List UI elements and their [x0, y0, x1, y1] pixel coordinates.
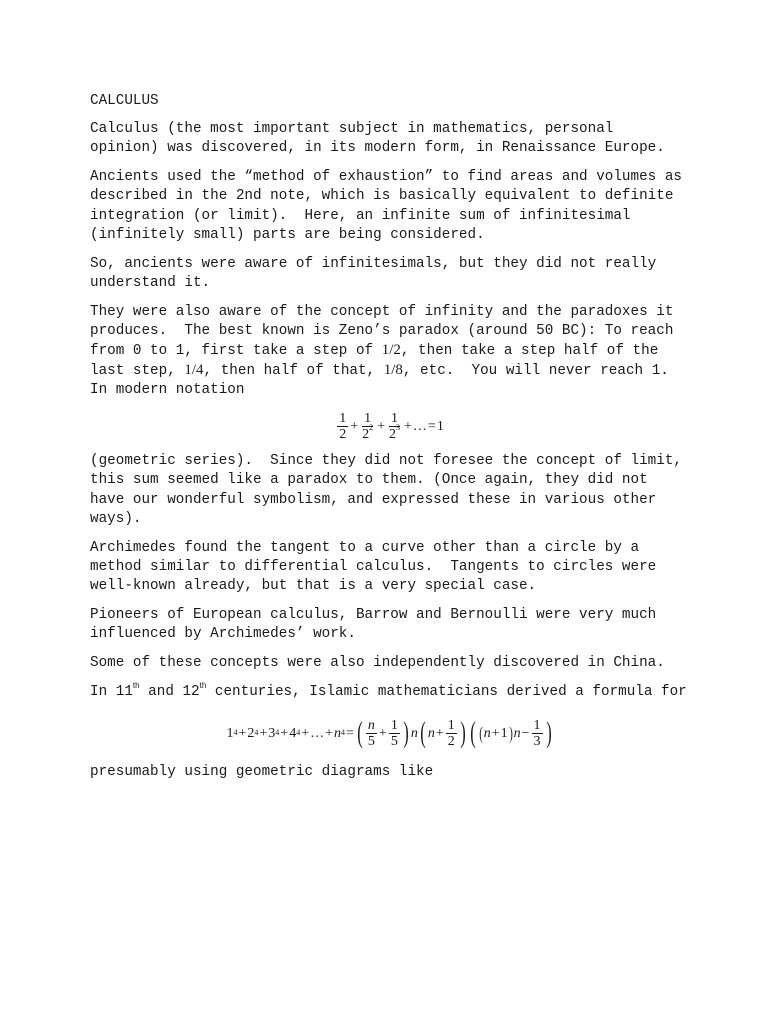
eq2-one: 1	[500, 725, 508, 741]
eq2-frac-half-num: 1	[447, 717, 455, 733]
fraction-eighth: 1/8	[383, 362, 403, 379]
eq1-plus: +	[350, 418, 359, 434]
eq2-plus: +	[435, 725, 444, 741]
eq2-plus: +	[378, 725, 387, 741]
eq2-minus: −	[521, 725, 530, 741]
eq1-ellipsis: …	[412, 418, 427, 434]
fraction-half: 1/2	[381, 342, 401, 359]
eq1-frac-2-den	[360, 422, 375, 442]
eq2-plus: +	[491, 725, 500, 741]
eq1-frac-2-num: 1	[364, 410, 372, 426]
document-page	[90, 92, 690, 792]
paragraph-exhaustion: Ancients used the “method of exhaustion” to find areas and volumes as described in the 2nd note, which is basically equivalent to definite integration (or limit). Here, an infinite sum of infinitesimal (infinitely small) parts are being considered.	[90, 169, 691, 243]
eq2-rparen-1: )	[403, 716, 409, 750]
islamic-text-a: In 11	[90, 683, 133, 700]
eq1-frac-3-exp: 3	[396, 422, 400, 432]
paragraph-intro: Calculus (the most important subject in mathematics, personal opinion) was discovered, in its modern form, in Renaissance Europe.	[90, 121, 665, 157]
eq2-frac-third-num: 1	[533, 717, 541, 733]
eq2-frac-1-over-3	[532, 718, 543, 749]
eq2-frac-1-num: 1	[390, 717, 398, 733]
eq2-lparen-2: (	[420, 716, 426, 750]
eq2-term-2: 2	[247, 725, 255, 741]
eq2-frac-1-over-5	[389, 718, 400, 749]
eq1-frac-2	[360, 411, 375, 442]
superscript-th-1: th	[132, 680, 140, 690]
paragraph-zeno	[90, 303, 690, 401]
eq2-frac-1-over-2	[446, 718, 457, 749]
eq2-n-factor: n	[410, 725, 418, 741]
geometric-series-equation	[90, 408, 690, 444]
eq2-rparen-2: )	[459, 716, 466, 750]
eq2-plus: +	[238, 725, 247, 741]
eq1-frac-3	[387, 411, 402, 442]
eq2-frac-1-den: 5	[390, 733, 398, 749]
eq1-plus: +	[404, 418, 412, 434]
eq2-n-3: n	[483, 725, 491, 741]
eq2-lparen-3: (	[469, 716, 476, 750]
eq2-rparen-3: )	[545, 716, 552, 750]
eq2-frac-n-over-5	[366, 718, 377, 749]
eq2-frac-half-den: 2	[447, 733, 455, 749]
eq1-frac-1-den: 2	[339, 426, 347, 442]
paragraph-diagrams: presumably using geometric diagrams like	[90, 764, 434, 781]
eq2-ellipsis: …	[310, 725, 325, 741]
paragraph-geometric-series: (geometric series). Since they did not foresee the concept of limit, this sum seemed like a paradox to them. (Once again, they did not have our wonderful symbolism, and expressed these in various other ways).	[90, 453, 691, 527]
eq2-plus: +	[325, 725, 333, 741]
eq2-term-1: 1	[226, 725, 234, 741]
eq2-term-3: 3	[268, 725, 276, 741]
eq1-frac-3-den	[387, 422, 402, 442]
islamic-text-c: centuries, Islamic mathematicians derived a formula for	[206, 683, 687, 700]
eq2-lparen-1: (	[357, 716, 363, 750]
eq1-frac-1	[337, 411, 348, 442]
eq1-plus: +	[377, 418, 385, 434]
paragraph-archimedes: Archimedes found the tangent to a curve other than a circle by a method similar to differential calculus. Tangents to circles were well-known already, but that is a very special case.	[90, 539, 665, 595]
paragraph-china: Some of these concepts were also independently discovered in China.	[90, 654, 665, 671]
eq1-equals: =	[427, 418, 436, 434]
paragraph-islamic	[90, 680, 690, 702]
eq2-rparen-inner: )	[508, 723, 513, 744]
fraction-quarter: 1/4	[184, 362, 204, 379]
eq2-plus: +	[301, 725, 310, 741]
sum-of-fourth-powers-equation: 1 4 + 2 4 + 3 4 + 4 4 + … + n 4 = ( $\frac{n}{5}$ + $\frac{1}{5}$ ) n ( n + $\frac{1}{2}$ ) ( ( n + 1 ) n − $\frac{1}{3}$ )	[226, 716, 552, 750]
paragraph-infinitesimals: So, ancients were aware of infinitesimals, but they did not really understand it.	[90, 255, 665, 291]
superscript-th-2: th	[199, 680, 207, 690]
zeno-text-c: , then half of that,	[203, 363, 384, 380]
eq1-frac-2-base: 2	[362, 426, 370, 442]
eq2-n: n	[334, 725, 341, 741]
zeno-text-a: They were also aware of the concept of infinity and the paradoxes it produces. The best known is Zeno’s paradox (around 50 BC): To reach from 0 to 1, first take a step of	[90, 303, 683, 360]
eq1-frac-2-exp: 2	[369, 422, 374, 432]
eq2-frac-n-num: n	[367, 717, 375, 733]
eq2-n-2: n	[427, 725, 435, 741]
eq1-frac-1-num: 1	[339, 410, 347, 426]
eq1-frac-3-num: 1	[391, 410, 398, 426]
zeno-text-d: , etc. You will never reach 1. In modern notation	[90, 363, 687, 399]
eq2-term-4: 4	[289, 725, 297, 741]
eq2-plus: +	[259, 725, 268, 741]
eq2-lparen-inner: (	[478, 723, 483, 744]
eq2-plus: +	[280, 725, 289, 741]
eq2-equals: =	[346, 725, 354, 741]
page-title: CALCULUS	[90, 93, 159, 109]
eq2-frac-third-den: 3	[533, 733, 541, 749]
eq1-rhs: 1	[436, 418, 444, 434]
zeno-text-b: , then take a step half of the last step,	[90, 343, 667, 380]
paragraph-pioneers: Pioneers of European calculus, Barrow and Bernoulli were very much influenced by Archimedes’ work.	[90, 606, 665, 643]
eq2-frac-n-den: 5	[367, 733, 375, 749]
eq1-frac-3-base: 2	[389, 426, 396, 442]
islamic-text-b: and 12	[139, 683, 200, 700]
eq2-n-4: n	[513, 725, 521, 741]
